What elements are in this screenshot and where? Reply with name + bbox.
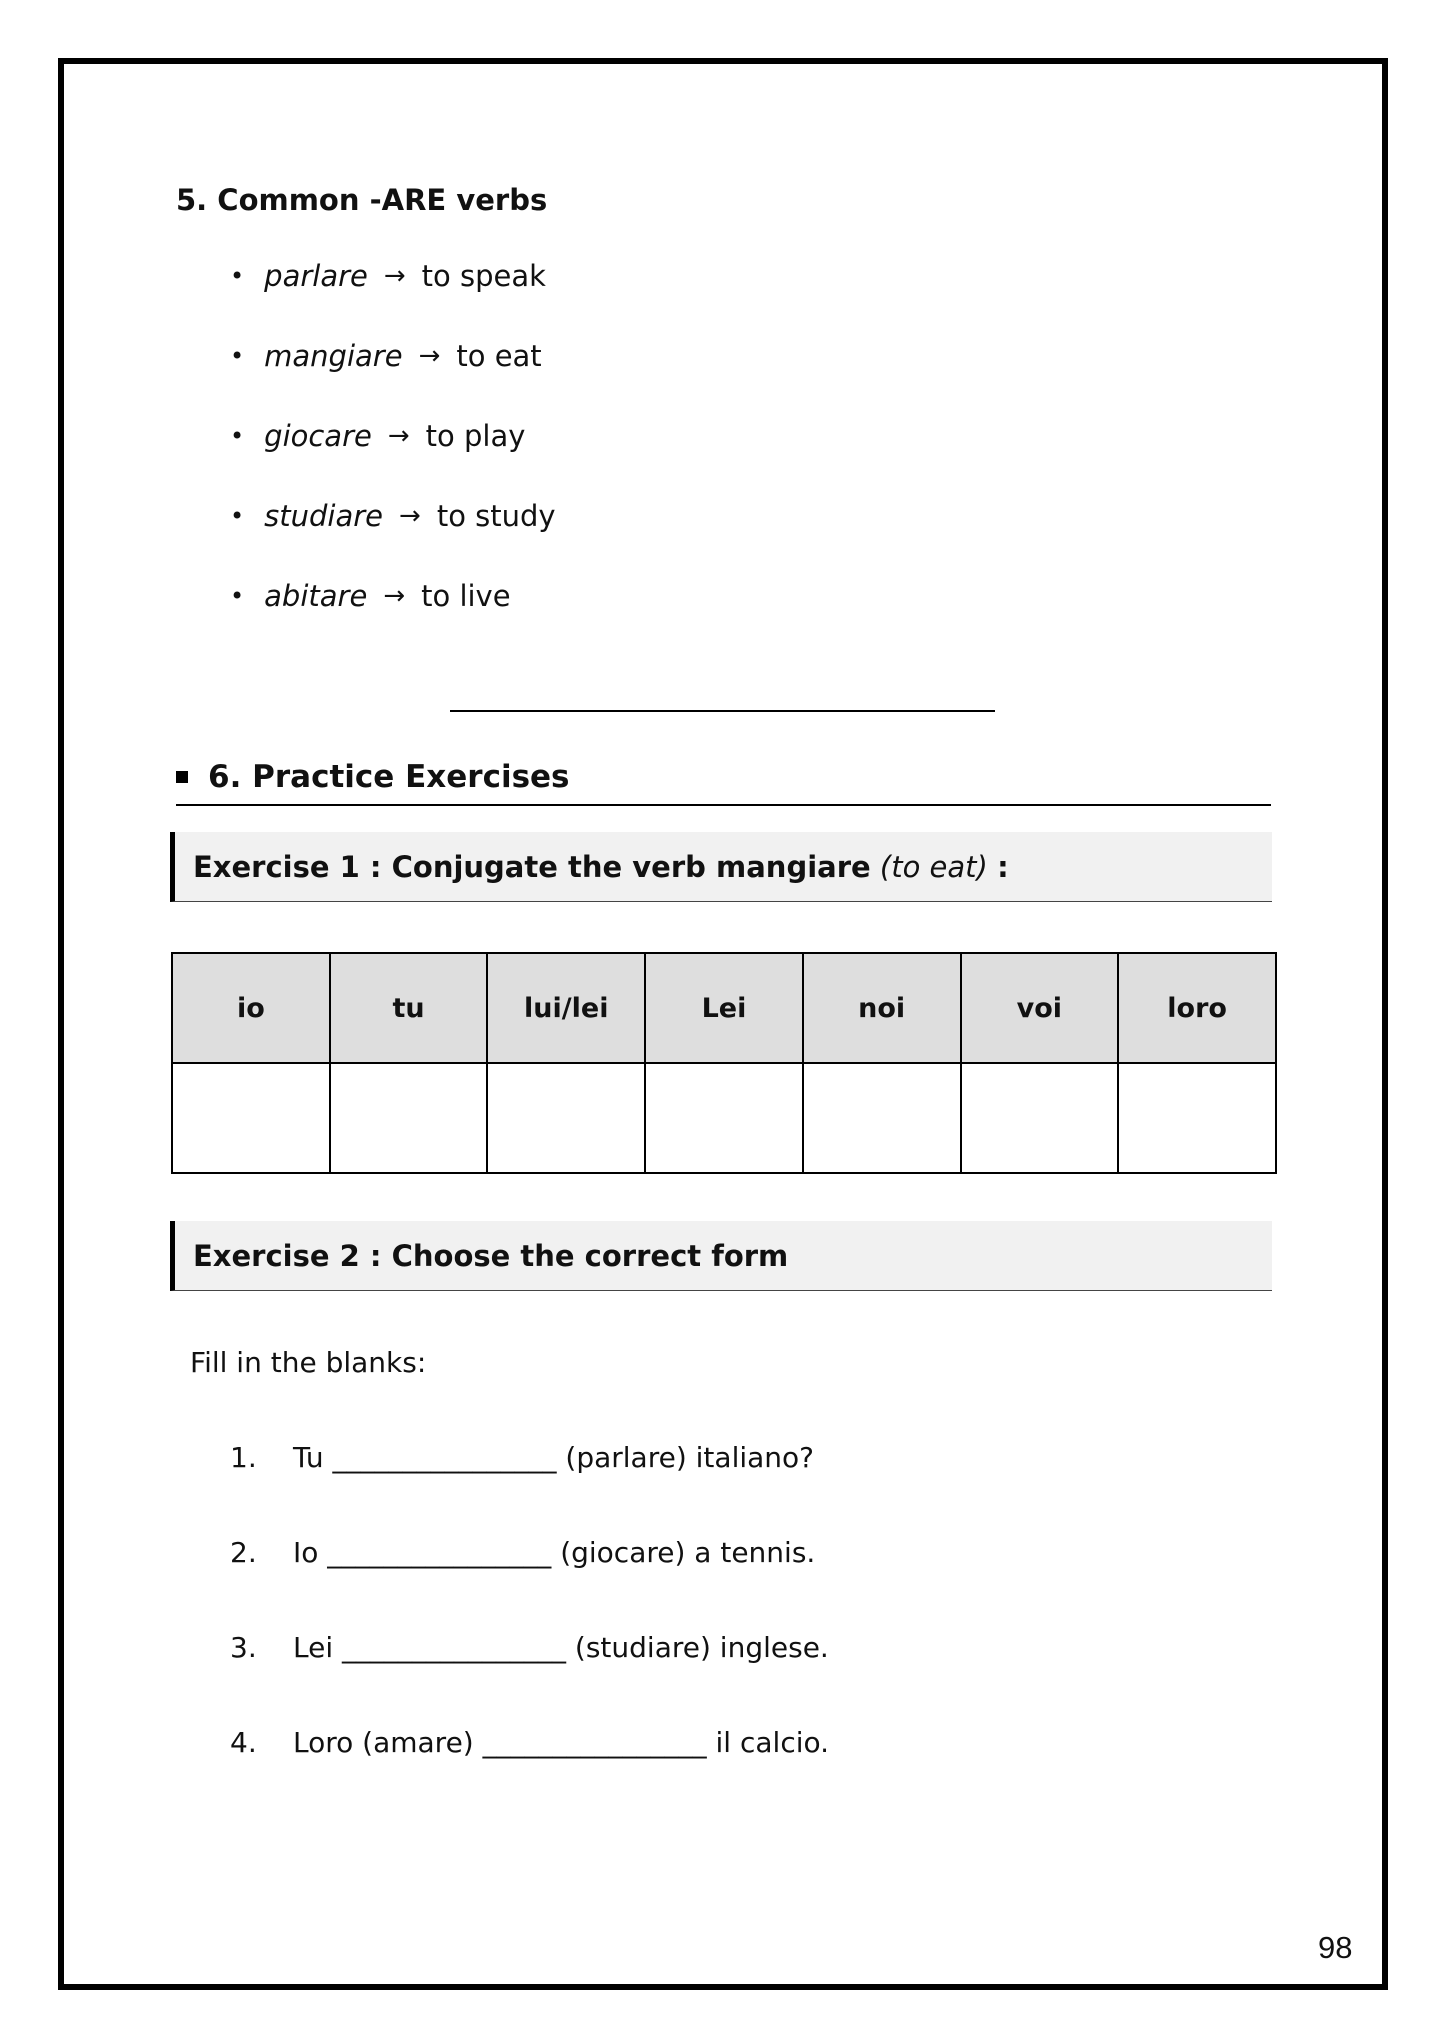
fill-in-list [230, 1410, 829, 1790]
exercise-1-title: Exercise 1 : Conjugate the verb mangiare [193, 849, 871, 884]
list-item [230, 556, 556, 636]
arrow-right-icon: → [387, 421, 410, 451]
item-number: 3. [230, 1631, 257, 1664]
verb-italian: studiare [264, 499, 384, 533]
verb-english: to speak [421, 259, 546, 293]
bullet-icon: • [230, 342, 245, 370]
verb-english: to live [421, 579, 511, 613]
verb-italian: abitare [264, 579, 368, 613]
item-sentence: Loro (amare) ________________ il calcio. [293, 1726, 830, 1759]
exercise-1-header [170, 832, 1272, 902]
list-item [230, 316, 556, 396]
fill-in-instructions: Fill in the blanks: [190, 1346, 427, 1379]
bullet-icon: • [230, 262, 245, 290]
verb-english: to play [425, 419, 526, 453]
arrow-right-icon: → [383, 261, 406, 291]
exercise-2-title: Exercise 2 : Choose the correct form [193, 1238, 789, 1273]
item-number: 2. [230, 1536, 257, 1569]
bullet-icon: • [230, 502, 245, 530]
verb-italian: giocare [264, 419, 372, 453]
list-item [230, 1410, 829, 1505]
table-row [172, 1063, 1276, 1173]
verb-english: to study [436, 499, 556, 533]
verb-italian: parlare [264, 259, 368, 293]
list-item [230, 476, 556, 556]
verb-italian: mangiare [264, 339, 403, 373]
verb-list [230, 236, 556, 636]
list-item [230, 1505, 829, 1600]
item-number: 4. [230, 1726, 257, 1759]
item-number: 1. [230, 1441, 257, 1474]
arrow-right-icon: → [399, 501, 421, 531]
bullet-icon: • [230, 582, 245, 610]
answer-cell-lei[interactable] [645, 1063, 803, 1173]
table-header-row [172, 953, 1276, 1063]
arrow-right-icon: → [418, 341, 441, 371]
section-heading-practice [176, 750, 1271, 806]
item-sentence: Tu ________________ (parlare) italiano? [293, 1441, 815, 1474]
bullet-icon: • [230, 422, 245, 450]
exercise-1-gloss: (to eat) [879, 849, 988, 884]
conjugation-table [171, 952, 1277, 1174]
table-header-cell: lui/lei [487, 953, 645, 1063]
section-heading-common-verbs: 5. Common -ARE verbs [176, 183, 548, 217]
page-number: 98 [1318, 1930, 1353, 1965]
item-sentence: Lei ________________ (studiare) inglese. [293, 1631, 829, 1664]
list-item [230, 396, 556, 476]
answer-cell-io[interactable] [172, 1063, 330, 1173]
exercise-1-colon: : [997, 849, 1009, 884]
answer-cell-voi[interactable] [961, 1063, 1119, 1173]
exercise-2-header [170, 1221, 1272, 1291]
table-header-cell: noi [803, 953, 961, 1063]
table-header-cell: io [172, 953, 330, 1063]
section-divider [450, 710, 995, 712]
square-bullet-icon [176, 771, 188, 783]
list-item [230, 1600, 829, 1695]
table-header-cell: Lei [645, 953, 803, 1063]
item-sentence: Io ________________ (giocare) a tennis. [293, 1536, 816, 1569]
answer-cell-lui-lei[interactable] [487, 1063, 645, 1173]
verb-english: to eat [456, 339, 542, 373]
table-header-cell: tu [330, 953, 488, 1063]
answer-cell-loro[interactable] [1118, 1063, 1276, 1173]
table-header-cell: voi [961, 953, 1119, 1063]
arrow-right-icon: → [383, 581, 406, 611]
table-header-cell: loro [1118, 953, 1276, 1063]
practice-title: 6. Practice Exercises [208, 759, 570, 795]
list-item [230, 1695, 829, 1790]
list-item [230, 236, 556, 316]
answer-cell-noi[interactable] [803, 1063, 961, 1173]
answer-cell-tu[interactable] [330, 1063, 488, 1173]
